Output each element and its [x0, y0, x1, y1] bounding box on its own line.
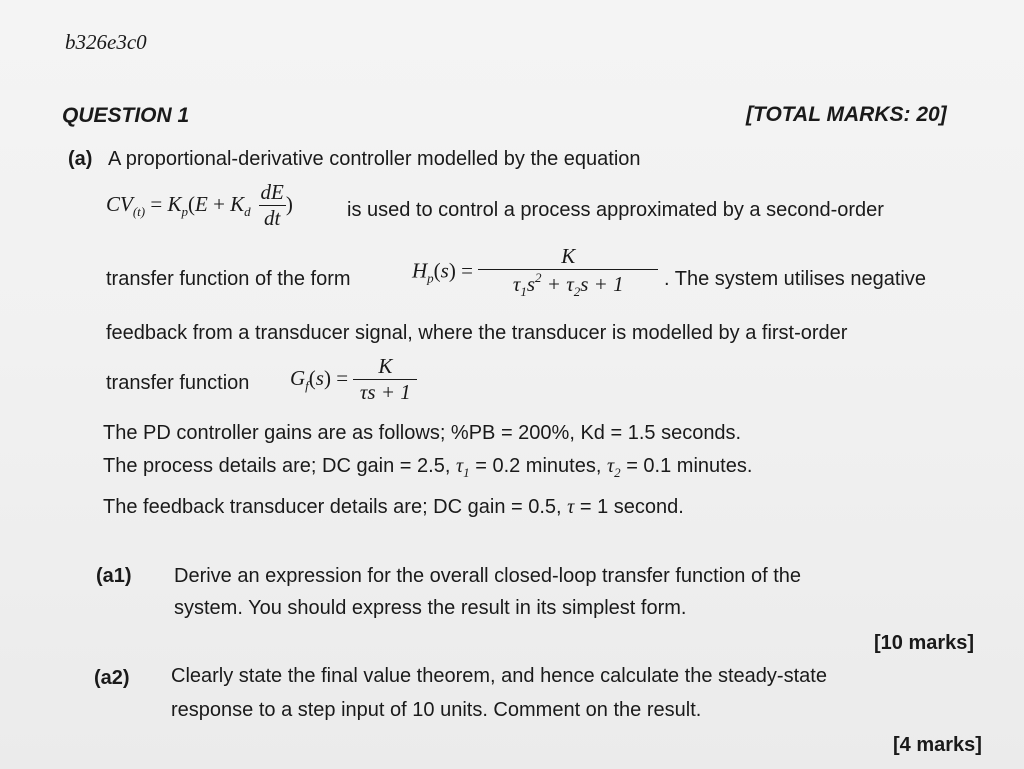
process-transfer-function: $H_p(s)$ = $\frac{K}{\tau_1s^2 + \tau_2s + 1}$	[412, 244, 658, 300]
total-marks: [TOTAL MARKS: 20]	[746, 103, 947, 126]
part-a-after-eq1: is used to control a process approximated by a second-order	[347, 199, 884, 221]
part-a2-line2: response to a step input of 10 units. Comment on the result.	[171, 699, 702, 721]
part-a1-line1: Derive an expression for the overall closed-loop transfer function of the	[174, 565, 802, 587]
tau2-value: = 0.1 minutes.	[626, 455, 753, 477]
part-a1-line2: system. You should express the result in its simplest form.	[174, 597, 687, 619]
part-a1-marks: [10 marks]	[874, 632, 975, 654]
part-a-after-eq2: . The system utilises negative	[664, 268, 926, 290]
tf2-prefix: transfer function	[106, 372, 250, 394]
part-a-label: (a)	[68, 148, 93, 170]
pd-controller-equation: $CV_{(t)} = K_p(E + K_d$ $\frac{dE}{dt}$ )	[106, 180, 293, 230]
tau-value: = 1 second.	[579, 496, 684, 518]
part-a2-line1: Clearly state the final value theorem, and hence calculate the steady-state	[171, 665, 827, 687]
tf-prefix: transfer function of the form	[106, 268, 351, 290]
tau-symbol: τ	[567, 496, 575, 518]
process-details-line	[103, 455, 752, 481]
tau1-value: = 0.2 minutes,	[475, 455, 602, 477]
gains-line: The PD controller gains are as follows; %PB = 200%, Kd = 1.5 seconds.	[103, 422, 742, 444]
tau1-symbol: $\tau_1$	[455, 455, 470, 480]
document-id: b326e3c0	[65, 30, 147, 54]
feedback-line: feedback from a transducer signal, where the transducer is modelled by a first-order	[106, 322, 848, 344]
part-a-intro: A proportional-derivative controller modelled by the equation	[108, 148, 641, 170]
process-prefix: The process details are; DC gain = 2.5,	[103, 455, 451, 477]
question-title: QUESTION 1	[62, 104, 190, 127]
transducer-transfer-function: $G_f(s)$ = $\frac{K}{\tau s + 1}$	[290, 354, 417, 405]
part-a2-marks: [4 marks]	[893, 734, 982, 756]
feedback-details-line	[103, 496, 684, 519]
tau2-symbol: $\tau_2$	[606, 455, 621, 480]
feedback-prefix: The feedback transducer details are; DC gain = 0.5,	[103, 496, 562, 518]
part-a1-label: (a1)	[96, 565, 132, 587]
part-a2-label: (a2)	[94, 667, 130, 689]
